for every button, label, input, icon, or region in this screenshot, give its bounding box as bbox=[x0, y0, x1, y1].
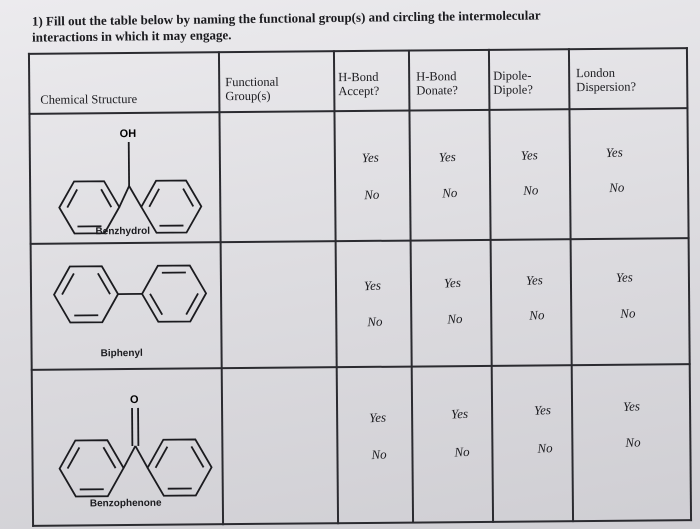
benzophenone-ring-right bbox=[147, 439, 211, 496]
r3-hdon-yes[interactable]: Yes bbox=[450, 405, 469, 422]
header-hdon-line-2: Donate? bbox=[416, 83, 459, 98]
header-hdon-line-1: H-Bond bbox=[416, 69, 457, 84]
question-line-2: interactions in which it may engage. bbox=[32, 27, 232, 45]
r1-dd-yes[interactable]: Yes bbox=[520, 147, 539, 163]
r3-hacc-yes[interactable]: Yes bbox=[368, 409, 387, 426]
benzhydrol-oh-label: OH bbox=[119, 127, 137, 141]
r2-ld-yes[interactable]: Yes bbox=[615, 269, 634, 286]
header-functional-line-1: Functional bbox=[225, 74, 279, 90]
r3-ld-no[interactable]: No bbox=[625, 434, 641, 450]
r2-hacc-yes[interactable]: Yes bbox=[363, 277, 382, 294]
header-ld-line-2: Dispersion? bbox=[576, 79, 637, 95]
r1-hacc-no[interactable]: No bbox=[363, 186, 380, 203]
header-hacc-line-1: H-Bond bbox=[338, 69, 379, 85]
question-line-1: 1) Fill out the table below by naming the functional group(s) and circling the intermolecular bbox=[31, 7, 541, 29]
col-divider-hacc bbox=[408, 50, 414, 524]
r2-hdon-yes[interactable]: Yes bbox=[443, 274, 462, 291]
r3-ld-yes[interactable]: Yes bbox=[622, 398, 641, 414]
header-functional-groups bbox=[225, 75, 279, 103]
r3-hacc-no[interactable]: No bbox=[371, 446, 387, 463]
header-functional-line-2: Group(s) bbox=[225, 88, 271, 104]
r3-dd-no[interactable]: No bbox=[537, 440, 553, 456]
r2-dd-yes[interactable]: Yes bbox=[525, 272, 544, 288]
benzophenone-o-label: O bbox=[129, 393, 139, 407]
col-divider-hdon bbox=[488, 49, 494, 523]
header-hbond-accept bbox=[338, 70, 379, 98]
biphenyl-name: Biphenyl bbox=[100, 347, 143, 360]
header-dd-line-2: Dipole? bbox=[493, 82, 533, 97]
benzhydrol-structure bbox=[28, 111, 219, 243]
r1-ld-no[interactable]: No bbox=[608, 179, 625, 196]
r2-hdon-no[interactable]: No bbox=[446, 310, 463, 327]
r1-ld-yes[interactable]: Yes bbox=[605, 144, 624, 161]
biphenyl-ring-right bbox=[142, 265, 206, 322]
header-ld-line-1: London bbox=[576, 65, 616, 81]
header-hbond-donate bbox=[416, 69, 458, 97]
r1-hdon-no[interactable]: No bbox=[441, 184, 458, 201]
r1-hacc-yes[interactable]: Yes bbox=[361, 149, 380, 166]
r2-dd-no[interactable]: No bbox=[528, 307, 545, 323]
header-london-dispersion bbox=[576, 66, 636, 95]
r1-dd-no[interactable]: No bbox=[522, 182, 539, 198]
r2-ld-no[interactable]: No bbox=[619, 305, 636, 321]
header-dipole-dipole bbox=[493, 68, 533, 96]
r3-dd-yes[interactable]: Yes bbox=[533, 402, 552, 418]
header-hacc-line-2: Accept? bbox=[338, 83, 380, 99]
benzophenone-ring-left bbox=[59, 440, 123, 497]
benzhydrol-name: Benzhydrol bbox=[95, 225, 151, 238]
r1-hdon-yes[interactable]: Yes bbox=[438, 148, 457, 165]
benzophenone-name: Benzophenone bbox=[89, 497, 162, 510]
r3-hdon-no[interactable]: No bbox=[454, 443, 470, 460]
col-divider-functional bbox=[333, 50, 339, 524]
col-divider-dd bbox=[568, 48, 574, 522]
r2-hacc-no[interactable]: No bbox=[366, 313, 383, 330]
functional-group-table bbox=[28, 47, 692, 527]
header-chemical-structure: Chemical Structure bbox=[40, 91, 138, 107]
header-dd-line-1: Dipole- bbox=[493, 68, 532, 83]
biphenyl-ring-left bbox=[54, 266, 118, 323]
